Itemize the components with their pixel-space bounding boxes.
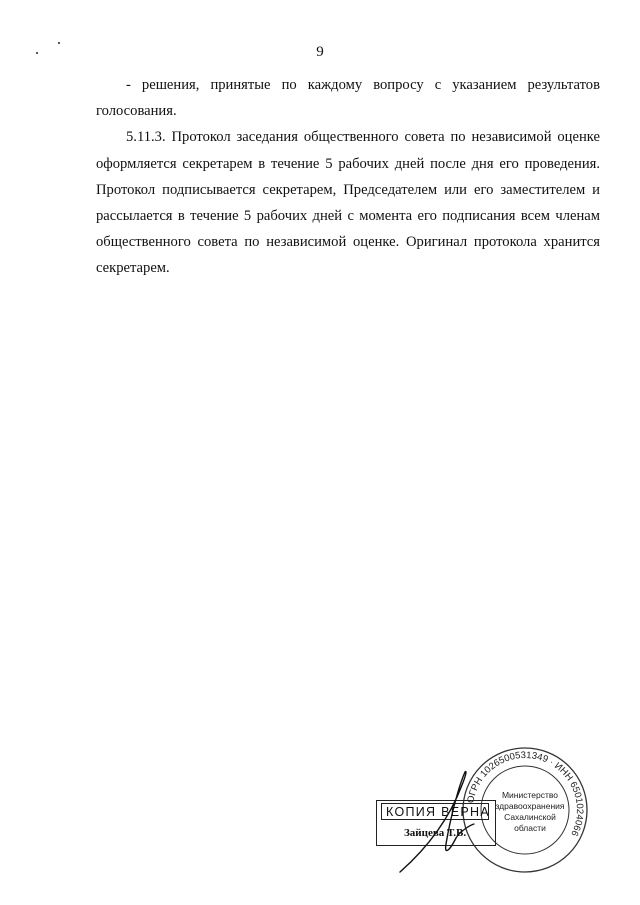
copy-stamp-title: КОПИЯ ВЕРНА xyxy=(381,803,489,820)
document-body xyxy=(96,72,600,282)
certification-area xyxy=(370,740,600,880)
seal-line-2: здравоохранения xyxy=(495,801,565,811)
handwritten-signature xyxy=(370,740,510,880)
seal-line-3: Сахалинской xyxy=(504,812,556,822)
copy-stamp-name: Зайцева Т.В. xyxy=(404,827,467,839)
seal-line-4: области xyxy=(514,823,546,833)
seal-line-1: Министерство xyxy=(501,790,559,800)
paragraph-voting-results: - решения, принятые по каждому вопросу с указанием результатов голосования. xyxy=(96,77,600,120)
page-number: 9 xyxy=(316,44,324,60)
seal-ring-text: ОГРН 1026500531349 · ИНН 6501024066 xyxy=(465,749,586,838)
paragraph-protocol-procedure: 5.11.3. Протокол заседания общественного совета по независимой оценке оформляется секретарем в течение 5 рабочих дней после дня его проведения. Протокол подписывается секретарем, Председателем или его заместителем и рассылается в течение 5 рабочих дней с момента его подписания всем членам общественного совета по независимой оценке. Оригинал протокола хранится секретарем. xyxy=(96,129,600,277)
